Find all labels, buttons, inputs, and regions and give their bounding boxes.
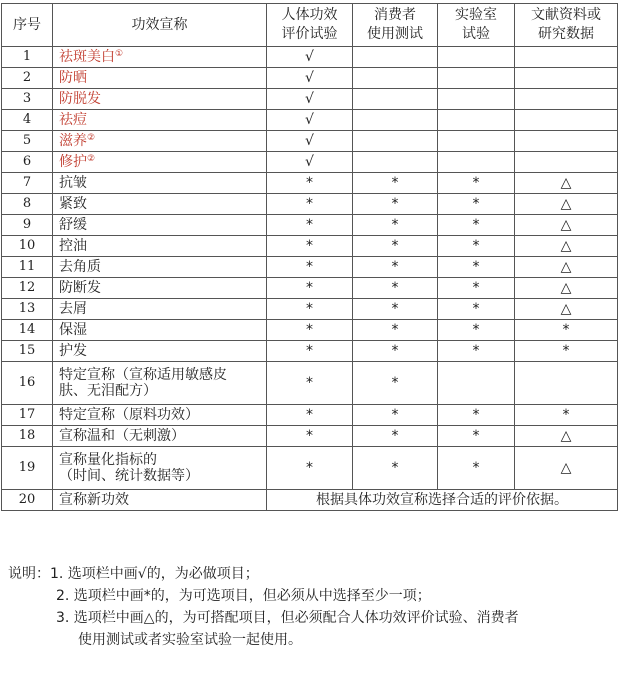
cell-lab-test [438, 47, 515, 68]
cell-human-test: * [267, 215, 353, 236]
cell-lab-test [438, 152, 515, 173]
cell-claim: 控油 [53, 236, 267, 257]
cell-lab-test [438, 68, 515, 89]
cell-consumer-test: * [353, 447, 438, 490]
cell-claim: 防断发 [53, 278, 267, 299]
table-row [2, 152, 618, 173]
footnote-mark: ② [87, 133, 96, 143]
cell-lab-test: * [438, 236, 515, 257]
cell-literature: △ [515, 299, 618, 320]
cell-claim: 祛痘 [53, 110, 267, 131]
cell-seq: 7 [2, 173, 53, 194]
table-row [2, 278, 618, 299]
note-line-1: 说明：1. 选项栏中画√的，为必做项目； [8, 566, 259, 582]
cell-literature: * [515, 320, 618, 341]
cell-human-test: √ [267, 89, 353, 110]
cell-literature: * [515, 341, 618, 362]
cell-lab-test [438, 131, 515, 152]
cell-literature: △ [515, 215, 618, 236]
cell-lab-test: * [438, 426, 515, 447]
cell-human-test: * [267, 236, 353, 257]
cell-human-test: * [267, 447, 353, 490]
cell-seq: 1 [2, 47, 53, 68]
cell-consumer-test: * [353, 194, 438, 215]
cell-claim: 特定宣称（宣称适用敏感皮 肤、无泪配方） [53, 362, 267, 405]
cell-seq: 20 [2, 490, 53, 511]
table-row [2, 320, 618, 341]
cell-lab-test: * [438, 215, 515, 236]
footnote-mark: ② [87, 154, 96, 164]
cell-lab-test: * [438, 405, 515, 426]
efficacy-claim-table [1, 3, 618, 511]
cell-claim: 护发 [53, 341, 267, 362]
cell-claim: 保湿 [53, 320, 267, 341]
table-row-last [2, 490, 618, 511]
cell-seq: 19 [2, 447, 53, 490]
cell-seq: 11 [2, 257, 53, 278]
cell-claim: 去角质 [53, 257, 267, 278]
table-row [2, 341, 618, 362]
cell-lab-test: * [438, 299, 515, 320]
cell-literature: △ [515, 278, 618, 299]
cell-literature: △ [515, 173, 618, 194]
header-seq: 序号 [2, 4, 53, 47]
cell-literature: * [515, 405, 618, 426]
cell-literature: △ [515, 447, 618, 490]
cell-seq: 16 [2, 362, 53, 405]
cell-literature [515, 131, 618, 152]
cell-claim: 宣称新功效 [53, 490, 267, 511]
table-row [2, 426, 618, 447]
cell-seq: 14 [2, 320, 53, 341]
cell-consumer-test [353, 89, 438, 110]
cell-consumer-test: * [353, 173, 438, 194]
cell-seq: 13 [2, 299, 53, 320]
table-row [2, 405, 618, 426]
header-consumer-test: 消费者 使用测试 [353, 4, 438, 47]
cell-consumer-test: * [353, 299, 438, 320]
table-row [2, 47, 618, 68]
cell-lab-test: * [438, 194, 515, 215]
table-row [2, 110, 618, 131]
table-row [2, 173, 618, 194]
table-row [2, 447, 618, 490]
footnote-mark: ① [115, 49, 124, 59]
cell-literature [515, 110, 618, 131]
cell-consumer-test [353, 47, 438, 68]
cell-literature: △ [515, 236, 618, 257]
cell-lab-test [438, 89, 515, 110]
cell-claim: 去屑 [53, 299, 267, 320]
cell-claim: 修护② [53, 152, 267, 173]
cell-literature [515, 362, 618, 405]
cell-seq: 17 [2, 405, 53, 426]
cell-consumer-test: * [353, 257, 438, 278]
cell-consumer-test: * [353, 426, 438, 447]
cell-claim: 滋养② [53, 131, 267, 152]
cell-consumer-test [353, 152, 438, 173]
cell-literature [515, 152, 618, 173]
cell-human-test: √ [267, 47, 353, 68]
cell-human-test: √ [267, 110, 353, 131]
cell-claim: 舒缓 [53, 215, 267, 236]
header-literature: 文献资料或 研究数据 [515, 4, 618, 47]
cell-lab-test [438, 110, 515, 131]
cell-seq: 15 [2, 341, 53, 362]
cell-lab-test: * [438, 278, 515, 299]
table-row [2, 89, 618, 110]
cell-human-test: * [267, 341, 353, 362]
cell-literature [515, 89, 618, 110]
cell-claim: 特定宣称（原料功效） [53, 405, 267, 426]
table-row [2, 131, 618, 152]
cell-human-test: √ [267, 68, 353, 89]
cell-human-test: * [267, 173, 353, 194]
cell-consumer-test [353, 68, 438, 89]
cell-consumer-test [353, 131, 438, 152]
cell-human-test: * [267, 405, 353, 426]
cropped-text-fragment [0, 668, 620, 677]
header-human-test: 人体功效 评价试验 [267, 4, 353, 47]
cell-lab-test: * [438, 341, 515, 362]
cell-human-test: * [267, 320, 353, 341]
cell-claim: 宣称量化指标的 （时间、统计数据等） [53, 447, 267, 490]
cell-seq: 10 [2, 236, 53, 257]
cell-human-test: * [267, 426, 353, 447]
cell-literature: △ [515, 257, 618, 278]
cell-consumer-test: * [353, 320, 438, 341]
cell-consumer-test: * [353, 215, 438, 236]
cell-human-test: √ [267, 131, 353, 152]
cell-seq: 2 [2, 68, 53, 89]
notes-section [8, 563, 614, 651]
cell-claim: 抗皱 [53, 173, 267, 194]
cell-literature: △ [515, 426, 618, 447]
cell-seq: 6 [2, 152, 53, 173]
cell-seq: 3 [2, 89, 53, 110]
header-lab-test: 实验室 试验 [438, 4, 515, 47]
cell-consumer-test [353, 110, 438, 131]
table-row [2, 194, 618, 215]
cell-consumer-test: * [353, 278, 438, 299]
cell-seq: 18 [2, 426, 53, 447]
table-row [2, 236, 618, 257]
header-claim: 功效宣称 [53, 4, 267, 47]
cell-lab-test [438, 362, 515, 405]
cell-lab-test: * [438, 173, 515, 194]
cell-claim: 防晒 [53, 68, 267, 89]
note-line-3: 3. 选项栏中画△的，为可搭配项目，但必须配合人体功效评价试验、消费者 [56, 610, 519, 626]
cell-consumer-test: * [353, 405, 438, 426]
cell-claim: 祛斑美白① [53, 47, 267, 68]
cell-literature [515, 47, 618, 68]
table-row [2, 68, 618, 89]
table-row [2, 299, 618, 320]
note-line-3-continued: 使用测试或者实验室试验一起使用。 [78, 632, 302, 648]
cell-lab-test: * [438, 257, 515, 278]
cell-lab-test: * [438, 320, 515, 341]
cell-claim: 防脱发 [53, 89, 267, 110]
cell-human-test: √ [267, 152, 353, 173]
cell-human-test: * [267, 362, 353, 405]
cell-seq: 8 [2, 194, 53, 215]
cell-literature [515, 68, 618, 89]
table-row [2, 257, 618, 278]
table-header-row [2, 4, 618, 47]
cell-human-test: * [267, 257, 353, 278]
cell-consumer-test: * [353, 236, 438, 257]
cell-human-test: * [267, 278, 353, 299]
cell-literature: △ [515, 194, 618, 215]
cell-lab-test: * [438, 447, 515, 490]
cell-seq: 5 [2, 131, 53, 152]
cell-seq: 9 [2, 215, 53, 236]
cell-seq: 12 [2, 278, 53, 299]
cell-human-test: * [267, 299, 353, 320]
cell-claim: 紧致 [53, 194, 267, 215]
table-row [2, 215, 618, 236]
cell-consumer-test: * [353, 341, 438, 362]
cell-seq: 4 [2, 110, 53, 131]
cell-consumer-test: * [353, 362, 438, 405]
cell-human-test: * [267, 194, 353, 215]
table-row [2, 362, 618, 405]
table-body [2, 47, 618, 511]
cell-claim: 宣称温和（无刺激） [53, 426, 267, 447]
note-line-2: 2. 选项栏中画*的，为可选项目，但必须从中选择至少一项； [56, 588, 431, 604]
cell-merged-evaluation-basis: 根据具体功效宣称选择合适的评价依据。 [267, 490, 618, 511]
